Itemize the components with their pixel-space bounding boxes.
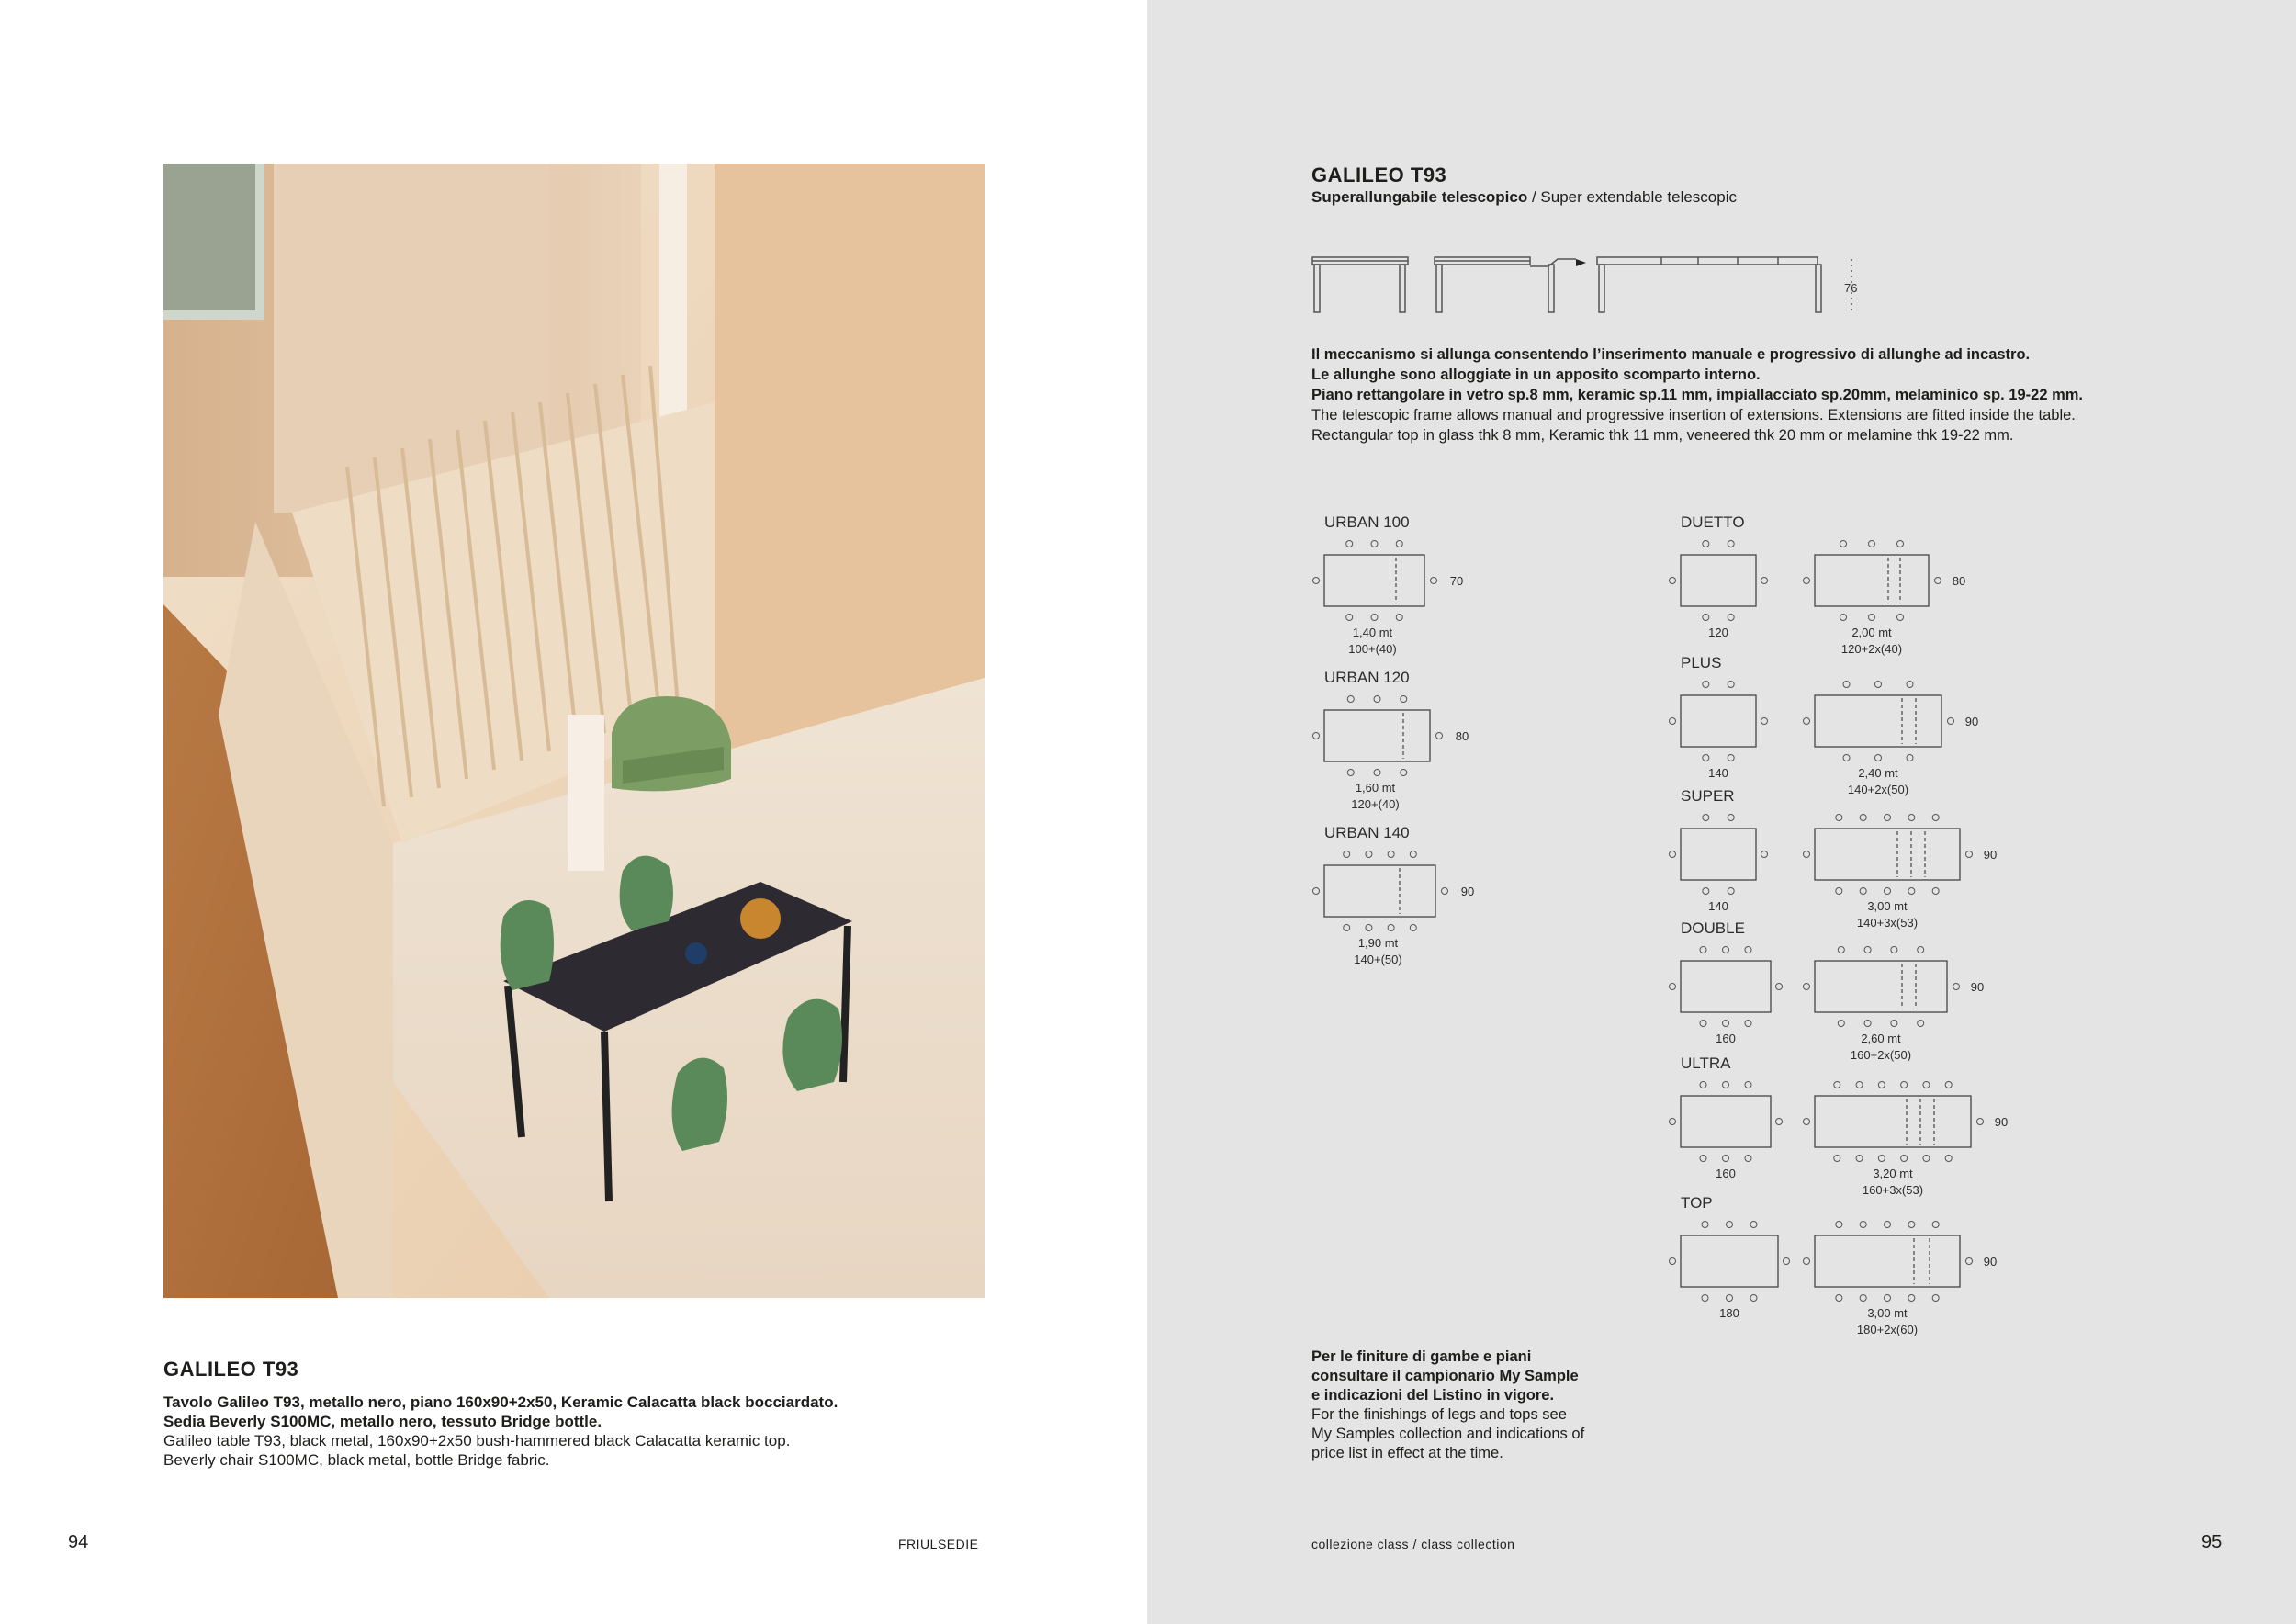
model-top-closed-bottom-chair-1 — [1727, 1295, 1733, 1302]
model-plus-depth: 90 — [1964, 715, 1979, 728]
collection-sep: / — [1409, 1537, 1422, 1551]
model-top-ext-top-chair-2 — [1885, 1222, 1891, 1228]
urban-2-top-chair-0 — [1344, 851, 1350, 858]
left-page — [0, 0, 1147, 1624]
model-ultra-length: 3,20 mt — [1873, 1167, 1913, 1180]
model-top-name: TOP — [1681, 1194, 1713, 1212]
model-top-closed-top-chair-1 — [1727, 1222, 1733, 1228]
urban-2-name: URBAN 140 — [1324, 824, 1410, 841]
model-ultra-ext-top-chair-4 — [1923, 1082, 1930, 1088]
model-plus-length: 2,40 mt — [1858, 766, 1898, 780]
model-super-ext-top-chair-4 — [1932, 815, 1939, 821]
model-double-closed-bottom-chair-1 — [1723, 1021, 1729, 1027]
model-ultra-formula: 160+3x(53) — [1862, 1183, 1924, 1197]
model-double-ext-top-chair-3 — [1918, 947, 1924, 953]
model-duetto-closed-top-chair-1 — [1728, 541, 1734, 547]
subtitle-it: Superallungabile telescopico — [1311, 188, 1528, 206]
model-ultra-name: ULTRA — [1681, 1054, 1731, 1072]
model-super-closed-length: 140 — [1708, 899, 1728, 913]
caption-en-line-2: Beverly chair S100MC, black metal, bottle Bridge fabric. — [163, 1451, 550, 1469]
model-super-closed-top-chair-1 — [1728, 815, 1734, 821]
model-duetto-name: DUETTO — [1681, 513, 1745, 531]
model-duetto-extended-top — [1815, 555, 1929, 606]
model-double-closed-length: 160 — [1716, 1032, 1736, 1045]
note-it-1: Per le finiture di gambe e piani — [1311, 1348, 1532, 1365]
urban-0-bottom-chair-1 — [1371, 615, 1378, 621]
urban-0-top — [1324, 555, 1424, 606]
urban-1-top — [1324, 710, 1430, 761]
model-super-extended-top — [1815, 829, 1960, 880]
model-top-ext-bottom-chair-0 — [1836, 1295, 1842, 1302]
model-ultra-ext-bottom-chair-4 — [1923, 1156, 1930, 1162]
model-top-closed-top-chair-0 — [1702, 1222, 1708, 1228]
model-double-ext-bottom-chair-3 — [1918, 1021, 1924, 1027]
model-double-closed-bottom-chair-0 — [1700, 1021, 1706, 1027]
model-super-ext-bottom-chair-3 — [1908, 888, 1915, 895]
urban-2-bottom-chair-0 — [1344, 925, 1350, 931]
model-top-ext-top-chair-0 — [1836, 1222, 1842, 1228]
model-super-closed-bottom-chair-0 — [1703, 888, 1709, 895]
urban-0-right-chair-0 — [1431, 578, 1437, 584]
model-duetto-ext-bottom-chair-1 — [1869, 615, 1875, 621]
model-duetto-ext-bottom-chair-0 — [1840, 615, 1847, 621]
model-double-name: DOUBLE — [1681, 919, 1745, 937]
model-duetto-ext-top-chair-2 — [1897, 541, 1904, 547]
note-en-2: My Samples collection and indications of — [1311, 1426, 1585, 1442]
model-ultra-ext-top-chair-3 — [1901, 1082, 1908, 1088]
model-ultra-ext-right-chair-0 — [1977, 1119, 1984, 1125]
model-plus-formula: 140+2x(50) — [1847, 783, 1909, 796]
model-duetto-closed-top-chair-0 — [1703, 541, 1709, 547]
model-double-closed-bottom-chair-2 — [1745, 1021, 1751, 1027]
model-plus-ext-bottom-chair-1 — [1875, 755, 1882, 761]
desc-en-1: The telescopic frame allows manual and progressive insertion of extensions. Extensions are fitted inside the table. — [1311, 407, 2076, 423]
model-super-name: SUPER — [1681, 787, 1735, 805]
model-super-closed-top — [1681, 829, 1756, 880]
desc-it-2: Le allunghe sono alloggiate in un apposito scomparto interno. — [1311, 367, 1761, 383]
model-duetto-closed-left-chair-0 — [1670, 578, 1676, 584]
desc-en-2: Rectangular top in glass thk 8 mm, Keramic thk 11 mm, veneered thk 20 mm or melamine thk 19-22 mm. — [1311, 427, 2014, 444]
model-double-ext-top-chair-2 — [1891, 947, 1897, 953]
model-super-closed-left-chair-0 — [1670, 851, 1676, 858]
urban-2-bottom-chair-3 — [1410, 925, 1416, 931]
model-top-ext-bottom-chair-2 — [1885, 1295, 1891, 1302]
urban-2-top-chair-1 — [1366, 851, 1372, 858]
model-super-ext-top-chair-0 — [1836, 815, 1842, 821]
urban-0-top-chair-2 — [1396, 541, 1402, 547]
urban-0-top-chair-0 — [1346, 541, 1353, 547]
urban-2-bottom-chair-2 — [1388, 925, 1394, 931]
model-plus-closed-top-chair-1 — [1728, 682, 1734, 688]
urban-1-formula: 120+(40) — [1351, 797, 1400, 811]
model-top-depth: 90 — [1983, 1255, 1998, 1269]
model-plus-closed-left-chair-0 — [1670, 718, 1676, 725]
model-duetto-depth: 80 — [1952, 574, 1966, 588]
urban-1-length: 1,60 mt — [1355, 781, 1396, 795]
caption-en-line-1: Galileo table T93, black metal, 160x90+2x50 bush-hammered black Calacatta keramic top. — [163, 1432, 791, 1449]
model-super-ext-bottom-chair-0 — [1836, 888, 1842, 895]
model-ultra-ext-top-chair-0 — [1834, 1082, 1840, 1088]
model-top-closed-right-chair-0 — [1784, 1258, 1790, 1265]
model-double-closed-top-chair-1 — [1723, 947, 1729, 953]
model-double-ext-right-chair-0 — [1953, 984, 1960, 990]
plan-diagrams — [1147, 0, 2296, 1624]
brand-label: FRIULSEDIE — [898, 1537, 979, 1551]
model-ultra-closed-bottom-chair-2 — [1745, 1156, 1751, 1162]
model-ultra-closed-length: 160 — [1716, 1167, 1736, 1180]
urban-1-top-chair-2 — [1401, 696, 1407, 703]
urban-1-bottom-chair-0 — [1347, 770, 1354, 776]
model-double-closed-top-chair-0 — [1700, 947, 1706, 953]
model-ultra-depth: 90 — [1994, 1115, 2009, 1129]
model-ultra-closed-top — [1681, 1096, 1771, 1147]
model-plus-ext-top-chair-1 — [1875, 682, 1882, 688]
urban-1-right-chair-0 — [1436, 733, 1443, 739]
model-super-ext-right-chair-0 — [1966, 851, 1973, 858]
height-label: 76 — [1844, 281, 1858, 295]
model-top-closed-bottom-chair-2 — [1750, 1295, 1757, 1302]
model-duetto-closed-bottom-chair-1 — [1728, 615, 1734, 621]
model-plus-ext-bottom-chair-2 — [1907, 755, 1913, 761]
model-super-depth: 90 — [1983, 848, 1998, 862]
urban-2-formula: 140+(50) — [1354, 953, 1402, 966]
model-top-ext-bottom-chair-4 — [1932, 1295, 1939, 1302]
urban-0-bottom-chair-0 — [1346, 615, 1353, 621]
model-double-closed-top-chair-2 — [1745, 947, 1751, 953]
collection-en: class collection — [1421, 1537, 1515, 1551]
urban-0-top-chair-1 — [1371, 541, 1378, 547]
model-ultra-ext-left-chair-0 — [1804, 1119, 1810, 1125]
model-double-length: 2,60 mt — [1861, 1032, 1901, 1045]
model-plus-name: PLUS — [1681, 654, 1722, 671]
model-ultra-ext-bottom-chair-0 — [1834, 1156, 1840, 1162]
urban-2-right-chair-0 — [1442, 888, 1448, 895]
model-duetto-closed-bottom-chair-0 — [1703, 615, 1709, 621]
urban-1-top-chair-1 — [1374, 696, 1380, 703]
urban-0-length: 1,40 mt — [1352, 626, 1393, 639]
collection-it: collezione class — [1311, 1537, 1410, 1551]
desc-it-3: Piano rettangolare in vetro sp.8 mm, keramic sp.11 mm, impiallacciato sp.20mm, melaminico sp. 19-22 mm. — [1311, 387, 2084, 403]
model-plus-extended-top — [1815, 695, 1941, 747]
note-it-2: consultare il campionario My Sample — [1311, 1368, 1579, 1384]
model-ultra-ext-top-chair-5 — [1945, 1082, 1952, 1088]
model-duetto-ext-bottom-chair-2 — [1897, 615, 1904, 621]
model-top-formula: 180+2x(60) — [1856, 1323, 1919, 1336]
model-super-ext-bottom-chair-4 — [1932, 888, 1939, 895]
model-top-ext-top-chair-4 — [1932, 1222, 1939, 1228]
model-ultra-closed-left-chair-0 — [1670, 1119, 1676, 1125]
urban-2-left-chair-0 — [1313, 888, 1320, 895]
model-ultra-closed-top-chair-1 — [1723, 1082, 1729, 1088]
model-plus-closed-bottom-chair-0 — [1703, 755, 1709, 761]
model-super-ext-bottom-chair-2 — [1885, 888, 1891, 895]
caption-italian — [163, 1393, 990, 1431]
desc-it-1: Il meccanismo si allunga consentendo l’inserimento manuale e progressivo di allunghe ad incastro. — [1311, 346, 2031, 363]
urban-0-left-chair-0 — [1313, 578, 1320, 584]
page-number-left: 94 — [68, 1532, 89, 1552]
urban-2-top-chair-3 — [1410, 851, 1416, 858]
model-double-ext-bottom-chair-1 — [1864, 1021, 1871, 1027]
model-top-closed-top — [1681, 1235, 1778, 1287]
model-plus-closed-right-chair-0 — [1761, 718, 1768, 725]
urban-2-top-chair-2 — [1388, 851, 1394, 858]
model-top-closed-length: 180 — [1719, 1306, 1739, 1320]
model-double-extended-top — [1815, 961, 1947, 1012]
model-plus-ext-left-chair-0 — [1804, 718, 1810, 725]
urban-1-bottom-chair-2 — [1401, 770, 1407, 776]
model-ultra-closed-right-chair-0 — [1776, 1119, 1783, 1125]
model-double-depth: 90 — [1970, 980, 1985, 994]
model-ultra-ext-top-chair-1 — [1856, 1082, 1863, 1088]
urban-0-name: URBAN 100 — [1324, 513, 1410, 531]
caption-title: GALILEO T93 — [163, 1358, 299, 1381]
model-double-closed-top — [1681, 961, 1771, 1012]
model-top-ext-right-chair-0 — [1966, 1258, 1973, 1265]
model-duetto-ext-right-chair-0 — [1935, 578, 1941, 584]
model-double-formula: 160+2x(50) — [1850, 1048, 1912, 1062]
model-double-closed-right-chair-0 — [1776, 984, 1783, 990]
urban-1-name: URBAN 120 — [1324, 669, 1410, 686]
note-en-1: For the finishings of legs and tops see — [1311, 1406, 1567, 1423]
model-double-ext-bottom-chair-0 — [1838, 1021, 1844, 1027]
model-duetto-ext-left-chair-0 — [1804, 578, 1810, 584]
model-duetto-closed-right-chair-0 — [1761, 578, 1768, 584]
urban-0-bottom-chair-2 — [1396, 615, 1402, 621]
model-ultra-closed-bottom-chair-0 — [1700, 1156, 1706, 1162]
page-number-right: 95 — [2201, 1532, 2223, 1552]
model-top-ext-left-chair-0 — [1804, 1258, 1810, 1265]
note-en-3: price list in effect at the time. — [1311, 1445, 1503, 1461]
model-plus-closed-length: 140 — [1708, 766, 1728, 780]
model-plus-closed-bottom-chair-1 — [1728, 755, 1734, 761]
caption-it-line-1: Tavolo Galileo T93, metallo nero, piano 160x90+2x50, Keramic Calacatta black bocciardato. — [163, 1393, 838, 1411]
model-double-ext-top-chair-1 — [1864, 947, 1871, 953]
urban-1-top-chair-0 — [1347, 696, 1354, 703]
model-double-ext-top-chair-0 — [1838, 947, 1844, 953]
subtitle-en: Super extendable telescopic — [1540, 188, 1737, 206]
model-ultra-closed-top-chair-0 — [1700, 1082, 1706, 1088]
product-title: GALILEO T93 — [1311, 164, 1447, 186]
model-ultra-ext-bottom-chair-1 — [1856, 1156, 1863, 1162]
urban-2-bottom-chair-1 — [1366, 925, 1372, 931]
model-super-ext-bottom-chair-1 — [1860, 888, 1866, 895]
model-plus-closed-top-chair-0 — [1703, 682, 1709, 688]
right-page — [1147, 0, 2296, 1624]
model-top-ext-bottom-chair-1 — [1860, 1295, 1866, 1302]
model-double-ext-bottom-chair-2 — [1891, 1021, 1897, 1027]
model-ultra-closed-bottom-chair-1 — [1723, 1156, 1729, 1162]
model-ultra-extended-top — [1815, 1096, 1971, 1147]
model-super-closed-top-chair-0 — [1703, 815, 1709, 821]
model-super-ext-left-chair-0 — [1804, 851, 1810, 858]
model-plus-ext-right-chair-0 — [1948, 718, 1954, 725]
model-super-closed-bottom-chair-1 — [1728, 888, 1734, 895]
model-ultra-ext-bottom-chair-5 — [1945, 1156, 1952, 1162]
model-top-closed-top-chair-2 — [1750, 1222, 1757, 1228]
model-super-length: 3,00 mt — [1867, 899, 1908, 913]
urban-1-depth: 80 — [1455, 729, 1469, 743]
model-top-ext-top-chair-3 — [1908, 1222, 1915, 1228]
model-super-ext-top-chair-3 — [1908, 815, 1915, 821]
model-top-length: 3,00 mt — [1867, 1306, 1908, 1320]
model-ultra-ext-bottom-chair-2 — [1878, 1156, 1885, 1162]
urban-2-depth: 90 — [1460, 885, 1475, 898]
urban-2-length: 1,90 mt — [1357, 936, 1399, 950]
model-ultra-closed-top-chair-2 — [1745, 1082, 1751, 1088]
urban-1-left-chair-0 — [1313, 733, 1320, 739]
model-duetto-formula: 120+2x(40) — [1840, 642, 1903, 656]
model-duetto-closed-top — [1681, 555, 1756, 606]
model-super-formula: 140+3x(53) — [1856, 916, 1919, 930]
model-plus-ext-top-chair-2 — [1907, 682, 1913, 688]
model-plus-ext-bottom-chair-0 — [1843, 755, 1850, 761]
model-top-closed-left-chair-0 — [1670, 1258, 1676, 1265]
model-super-ext-top-chair-2 — [1885, 815, 1891, 821]
model-plus-closed-top — [1681, 695, 1756, 747]
model-super-closed-right-chair-0 — [1761, 851, 1768, 858]
model-double-ext-left-chair-0 — [1804, 984, 1810, 990]
model-duetto-ext-top-chair-1 — [1869, 541, 1875, 547]
model-plus-ext-top-chair-0 — [1843, 682, 1850, 688]
model-top-ext-top-chair-1 — [1860, 1222, 1866, 1228]
urban-0-depth: 70 — [1449, 574, 1464, 588]
model-top-ext-bottom-chair-3 — [1908, 1295, 1915, 1302]
model-ultra-ext-bottom-chair-3 — [1901, 1156, 1908, 1162]
note-it-3: e indicazioni del Listino in vigore. — [1311, 1387, 1555, 1404]
model-ultra-ext-top-chair-2 — [1878, 1082, 1885, 1088]
model-top-closed-bottom-chair-0 — [1702, 1295, 1708, 1302]
product-photo — [163, 164, 985, 1298]
caption-english — [163, 1431, 990, 1470]
model-top-extended-top — [1815, 1235, 1960, 1287]
urban-2-top — [1324, 865, 1435, 917]
urban-1-bottom-chair-1 — [1374, 770, 1380, 776]
model-super-ext-top-chair-1 — [1860, 815, 1866, 821]
subtitle-sep: / — [1527, 188, 1541, 206]
model-duetto-closed-length: 120 — [1708, 626, 1728, 639]
model-duetto-length: 2,00 mt — [1851, 626, 1892, 639]
caption-it-line-2: Sedia Beverly S100MC, metallo nero, tessuto Bridge bottle. — [163, 1413, 602, 1430]
model-double-closed-left-chair-0 — [1670, 984, 1676, 990]
urban-0-formula: 100+(40) — [1348, 642, 1397, 656]
model-duetto-ext-top-chair-0 — [1840, 541, 1847, 547]
